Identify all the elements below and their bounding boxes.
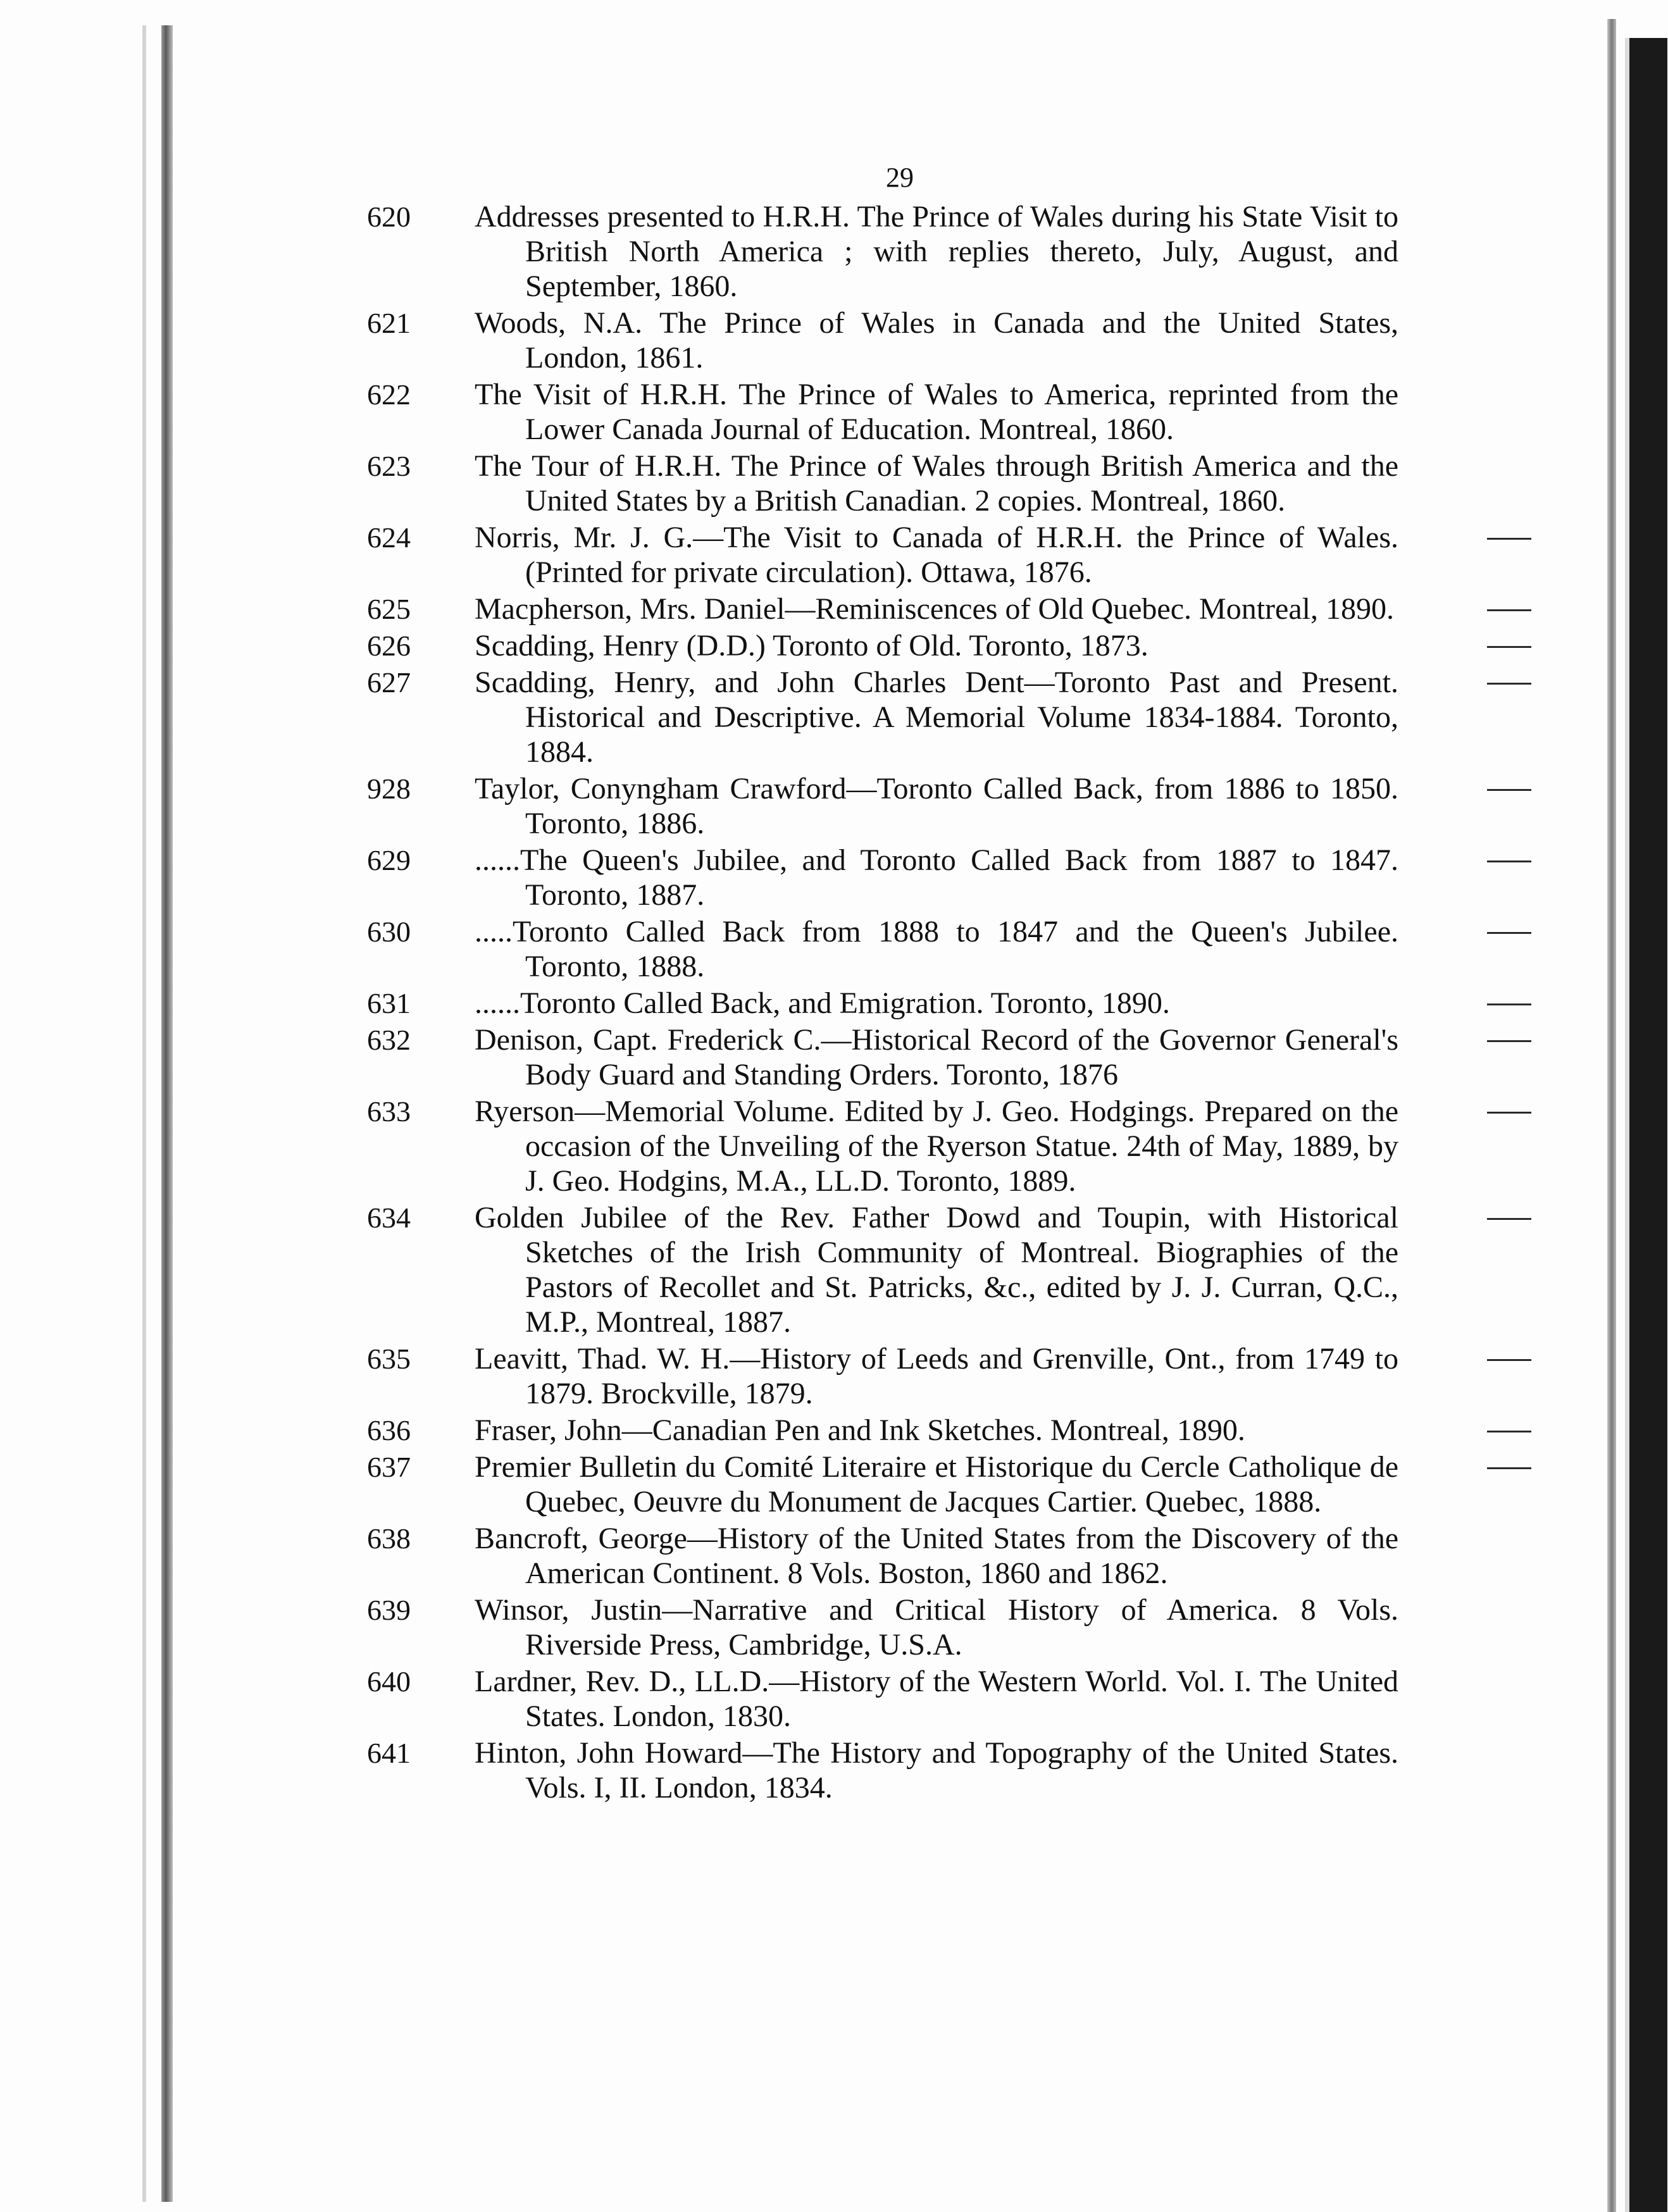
entry-text: ......Toronto Called Back, and Emigration. Toronto, 1890. [475,986,1170,1020]
entry-number: 629 [367,844,411,876]
entry-number: 928 [367,773,411,805]
entry-text: Woods, N.A. The Prince of Wales in Canada and the United States, London, 1861. [475,306,1398,375]
margin-tick-mark [1487,538,1531,540]
entry-number: 623 [367,450,411,482]
scan-background-right [1629,38,1667,2212]
binding-shadow-left [161,25,173,2202]
entry-text: Scadding, Henry, and John Charles Dent—Toronto Past and Present. Historical and Descriptive. A Memorial Volume 1834-1884. Toronto, 1884. [475,666,1398,769]
entry-text: Macpherson, Mrs. Daniel—Reminiscences of Old Quebec. Montreal, 1890. [475,592,1394,626]
catalogue-entries [367,199,1398,1807]
catalogue-entry [367,1593,1398,1662]
entry-number: 633 [367,1095,411,1128]
entry-text: Leavitt, Thad. W. H.—History of Leeds and Grenville, Ont., from 1749 to 1879. Brockville, 1879. [475,1342,1398,1410]
catalogue-entry [367,1521,1398,1591]
entry-text: .....Toronto Called Back from 1888 to 1847 and the Queen's Jubilee. Toronto, 1888. [475,915,1398,983]
margin-tick-mark [1487,646,1531,648]
entry-number: 632 [367,1024,411,1056]
catalogue-entry [367,1341,1398,1411]
entry-number: 640 [367,1665,411,1698]
entry-text: Ryerson—Memorial Volume. Edited by J. Geo. Hodgings. Prepared on the occasion of the Unveiling of the Ryerson Statue. 24th of May, 1889, by J. Geo. Hodgins, M.A., LL.D. Toronto, 1889. [475,1095,1398,1198]
entry-number: 620 [367,201,411,233]
margin-tick-mark [1487,683,1531,685]
entry-text: Lardner, Rev. D., LL.D.—History of the Western World. Vol. I. The United States. London, 1830. [475,1665,1398,1733]
entry-text: Bancroft, George—History of the United States from the Discovery of the American Continent. 8 Vols. Boston, 1860 and 1862. [475,1522,1398,1590]
entry-text: Denison, Capt. Frederick C.—Historical Record of the Governor General's Body Guard and Standing Orders. Toronto, 1876 [475,1023,1398,1091]
entry-number: 638 [367,1522,411,1555]
page-edge-right [1607,19,1616,2212]
entry-text: Taylor, Conyngham Crawford—Toronto Called Back, from 1886 to 1850. Toronto, 1886. [475,772,1398,840]
catalogue-entry [367,377,1398,447]
catalogue-entry [367,1664,1398,1734]
entry-number: 634 [367,1202,411,1234]
catalogue-entry [367,1022,1398,1092]
catalogue-entry [367,665,1398,769]
entry-number: 624 [367,521,411,554]
margin-tick-mark [1487,932,1531,934]
entry-number: 626 [367,630,411,662]
catalogue-entry [367,520,1398,590]
catalogue-entry [367,449,1398,518]
entry-number: 636 [367,1414,411,1446]
binding-edge-left [142,25,146,2202]
entry-text: Norris, Mr. J. G.—The Visit to Canada of H.R.H. the Prince of Wales. (Printed for private circulation). Ottawa, 1876. [475,521,1398,589]
entry-text: The Visit of H.R.H. The Prince of Wales to America, reprinted from the Lower Canada Journal of Education. Montreal, 1860. [475,378,1398,446]
catalogue-entry [367,592,1398,626]
catalogue-entry [367,914,1398,984]
catalogue-entry [367,628,1398,663]
entry-number: 622 [367,378,411,411]
catalogue-entry [367,199,1398,304]
entry-number: 635 [367,1343,411,1375]
entry-text: Fraser, John—Canadian Pen and Ink Sketches. Montreal, 1890. [475,1414,1245,1447]
entry-number: 627 [367,666,411,699]
catalogue-entry [367,843,1398,912]
margin-tick-mark [1487,789,1531,791]
catalogue-entry [367,1736,1398,1805]
margin-tick-mark [1487,609,1531,611]
entry-number: 641 [367,1737,411,1769]
entry-number: 631 [367,987,411,1019]
catalogue-entry [367,771,1398,841]
margin-tick-mark [1487,861,1531,862]
margin-tick-mark [1487,1218,1531,1220]
margin-tick-mark [1487,1431,1531,1432]
entry-text: Addresses presented to H.R.H. The Prince of Wales during his State Visit to British North America ; with replies thereto, July, August, and September, 1860. [475,200,1398,303]
margin-tick-mark [1487,1112,1531,1114]
entry-number: 621 [367,307,411,339]
entry-text: The Tour of H.R.H. The Prince of Wales through British America and the United States by a British Canadian. 2 copies. Montreal, 1860. [475,449,1398,518]
entry-number: 630 [367,916,411,948]
entry-text: Scadding, Henry (D.D.) Toronto of Old. Toronto, 1873. [475,629,1148,662]
catalogue-entry [367,1094,1398,1198]
entry-number: 639 [367,1594,411,1626]
catalogue-entry [367,1413,1398,1448]
entry-text: Winsor, Justin—Narrative and Critical History of America. 8 Vols. Riverside Press, Cambridge, U.S.A. [475,1593,1398,1662]
entry-text: ......The Queen's Jubilee, and Toronto Called Back from 1887 to 1847. Toronto, 1887. [475,843,1398,912]
page-number: 29 [886,162,914,193]
catalogue-entry [367,1450,1398,1519]
entry-number: 637 [367,1451,411,1483]
margin-tick-mark [1487,1003,1531,1005]
entry-text: Hinton, John Howard—The History and Topography of the United States. Vols. I, II. London, 1834. [475,1736,1398,1805]
entry-text: Golden Jubilee of the Rev. Father Dowd and Toupin, with Historical Sketches of the Irish Community of Montreal. Biographies of the Pastors of Recollet and St. Patricks, &c., edited by J. J. Curran, Q.C., M.P., Montreal, 1887. [475,1201,1398,1339]
catalogue-entry [367,986,1398,1021]
catalogue-entry [367,1200,1398,1339]
entry-number: 625 [367,593,411,625]
entry-text: Premier Bulletin du Comité Literaire et Historique du Cercle Catholique de Quebec, Oeuvre du Monument de Jacques Cartier. Quebec, 1888. [475,1450,1398,1519]
margin-tick-mark [1487,1467,1531,1469]
catalogue-entry [367,306,1398,375]
margin-tick-mark [1487,1040,1531,1042]
margin-tick-mark [1487,1359,1531,1361]
